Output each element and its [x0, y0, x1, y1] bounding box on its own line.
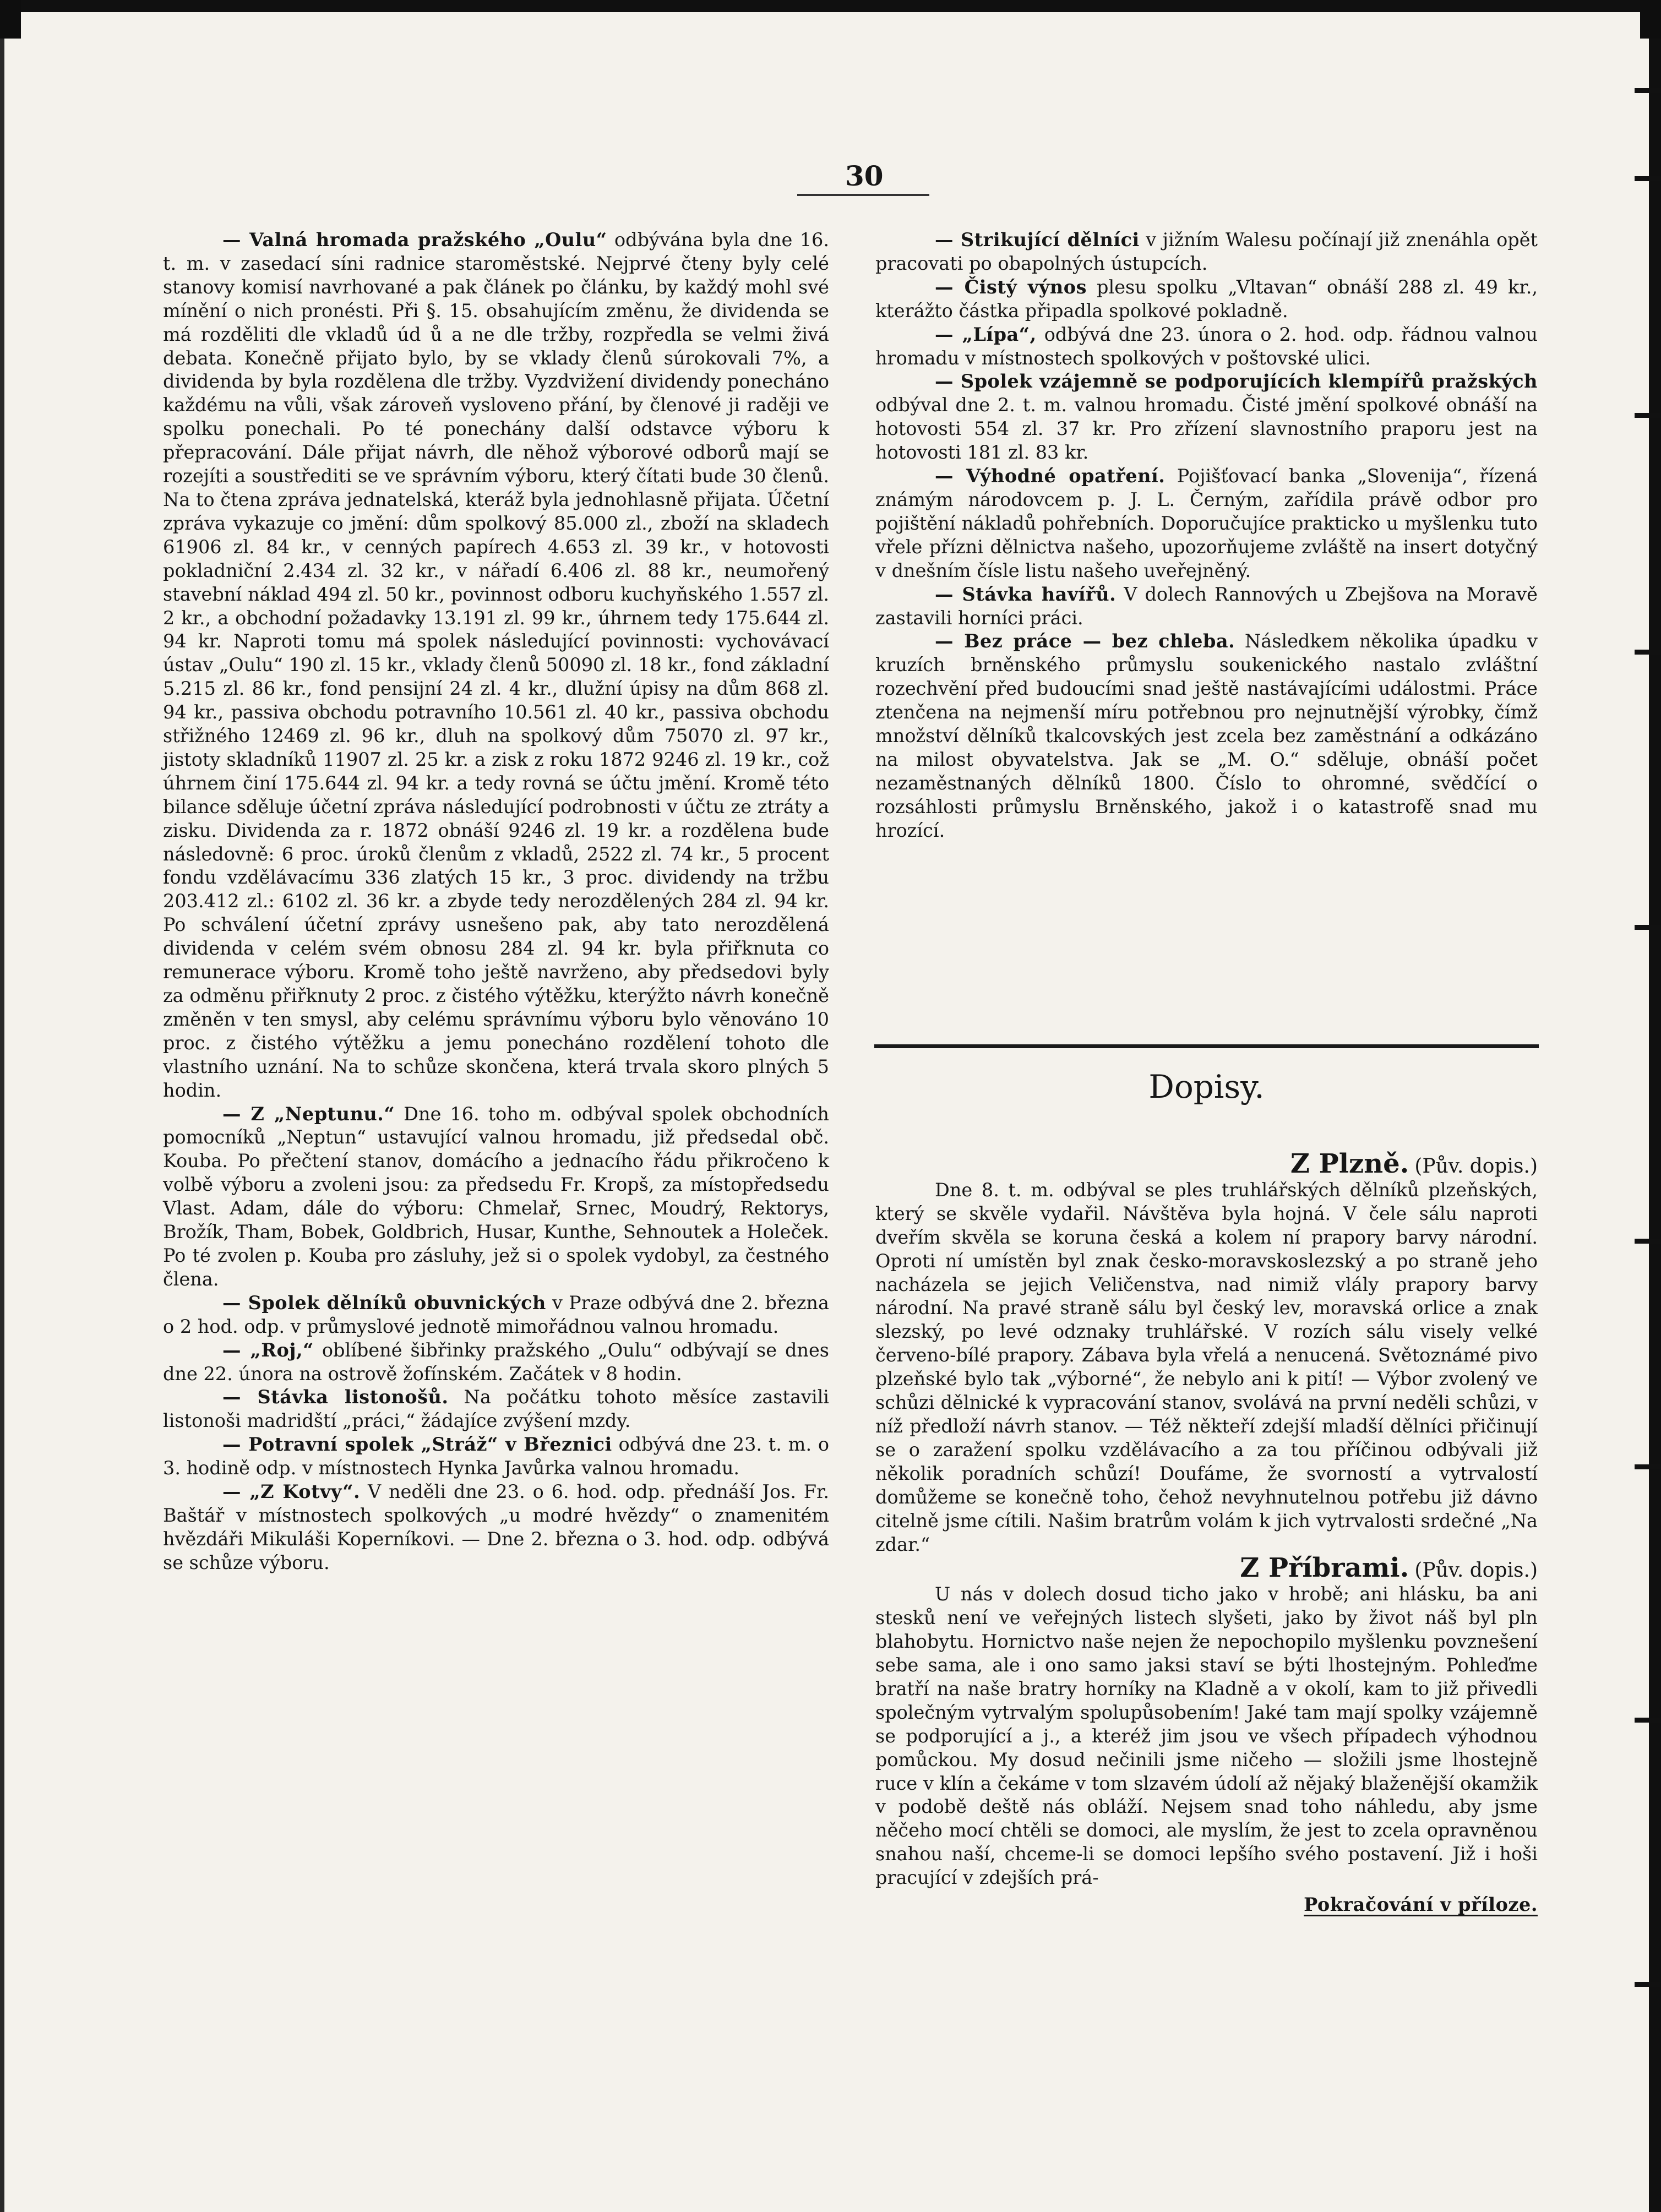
news-item: [163, 1386, 829, 1433]
news-item: [875, 323, 1538, 371]
news-item: [875, 370, 1538, 465]
news-item-text: odbývána byla dne 16. t. m. v zasedací síni radnice staroměstské. Nejprvé čteny byly celé stanovy komisí navrhované a pak článek po článku, by každý mohl své mínění o nich pronésti. Při §. 15. obsahujícím změnu, že dividenda se má rozděliti dle vkladů úd ů a ne dle tržby, rozpředla se velmi živá debata. Konečně přijato bylo, by se vklady členů súrokovali 7%, a dividenda by byla rozdělena dle tržby. Vyzdvižení dividendy ponecháno každému na vůli, však zároveň vysloveno přání, by členové ji raději ve spolku ponechali. Po té ponechány další odstavce výboru k přepracování. Dále přijat návrh, dle něhož výborové odborů mají se rozejíti a soustřediti se ve správním výboru, který čítati bude 30 členů. Na to čtena zpráva jednatelská, kteráž byla jednohlasně přijata. Účetní zpráva vykazuje co jmění: dům spolkový 85.000 zl., zboží na skladech 61906 zl. 84 kr., v cenných papírech 4.653 zl. 39 kr., v hotovosti pokladniční 2.434 zl. 32 kr., v nářadí 6.406 zl. 88 kr., neumořený stavební náklad 494 zl. 50 kr., povinnost odboru kuchyňského 1.557 zl. 2 kr., a obchodní požadavky 13.191 zl. 99 kr., úhrnem tedy 175.644 zl. 94 kr. Naproti tomu má spolek následující povinnosti: vychovávací ústav „Oulu“ 190 zl. 15 kr., vklady členů 50090 zl. 18 kr., fond základní 5.215 zl. 86 kr., fond pensijní 24 zl. 4 kr., dlužní úpisy na dům 868 zl. 94 kr., passiva obchodu potravního 10.561 zl. 40 kr., passiva obchodu střižného 12469 zl. 96 kr., dluh na spolkový dům 75070 zl. 97 kr., jistoty skladníků 11907 zl. 25 kr. a zisk z roku 1872 9246 zl. 19 kr., což úhrnem činí 175.644 zl. 94 kr. a tedy rovná se účtu jmění. Kromě této bilance sděluje účetní zpráva následující podrobnosti v účtu ze ztráty a zisku. Dividenda za r. 1872 obnáší 9246 zl. 19 kr. a rozdělena bude následovně: 6 proc. úroků členům z vkladů, 2522 zl. 74 kr., 5 procent fondu vzdělávacímu 336 zlatých 15 kr., 3 proc. dividendy na tržbu 203.412 zl.: 6102 zl. 36 kr. a zbyde tedy nerozdělených 284 zl. 94 kr. Po schválení účetní zprávy usnešeno pak, aby tato nerozdělená dividenda v celém svém obnosu 284 zl. 94 kr. byla přiřknuta co remunerace výboru. Kromě toho ještě navrženo, aby předsedovi byly za odměnu přiřknuty 2 proc. z čistého výtěžku, kterýžto návrh konečně změněn v ten smysl, aby celému správnímu výboru bylo věnováno 10 proc. z čistého výtěžku a jemu ponecháno rozdělení tohoto dle vlastního uznání. Na to schůze skončena, která trvala skoro plných 5 hodin.: [163, 229, 830, 1101]
scan-edge-tick: [1635, 1982, 1661, 1987]
news-item-text: plesu spolku „Vltavan“ obnáší 288 zl. 49 kr., kterážto částka připadla spolkové pokladně.: [875, 276, 1538, 322]
news-item-text: Následkem několika úpadku v kruzích brněnského průmyslu soukenického nastalo zvláštní rozechvění před budoucími snad ještě nastávajícími událostmi. Práce ztenčena na nejmenší míru potřebnou pro nejnutnější výrobky, čímž množství dělníků tkalcovských jest zcela bez zaměstnání a odkázáno na milost obyvatelstva. Jak se „M. O.“ sděluje, obnáší počet nezaměstnaných dělníků 1800. Číslo to ohromné, svědčící o rozsáhlosti průmyslu Brněnského, jakož i o katastrofě snad mu hrozící.: [875, 630, 1538, 841]
news-item-lead: — Potravní spolek „Stráž“ v Březnici: [222, 1434, 612, 1456]
news-item-lead: — Stávka listonošů.: [222, 1386, 449, 1408]
news-item-lead: — Výhodné opatření.: [935, 465, 1166, 487]
letter-body: U nás v dolech dosud ticho jako v hrobě; ani hlásku, ba ani stesků není ve veřejných listech slyšeti, jako by život náš byl pln blahobytu. Hornictvo naše nejen že nepochopilo myšlenku povznešení sebe sama, ale i ono samo jaksi staví se býti lhostejným. Pohleďme bratří na naše bratry horníky na Kladně a v okolí, kam to již přivedli společným vytrvalým spolupůsobením! Jaké tam mají spolky vzájemně se podporující a j., a kteréž jim jsou ve všech případech výhodnou pomůckou. My dosud nečinili jsme ničeho — složili jsme lhostejně ruce v klín a čekáme v tom slzavém údolí až nějaký blaženější okamžik v podobě deště nás obláží. Nejsem snad toho náhledu, aby jsme něčeho mocí chtěli se domoci, ale myslím, že jest to zcela opravněnou snahou naší, chceme-li se domoci lepšího svého postavení. Již i hoši pracující v zdejších prá-: [875, 1583, 1538, 1889]
letter-heading: [875, 1148, 1538, 1179]
news-item: [163, 1292, 829, 1339]
letter-city: Z Příbrami.: [1240, 1552, 1409, 1584]
news-item-text: V dolech Rannových u Zbejšova na Moravě zastavili horníci práci.: [875, 583, 1538, 629]
news-item-text: odbývá dne 23. února o 2. hod. odp. řádnou valnou hromadu v místnostech spolkových v poštovské ulici.: [875, 323, 1538, 369]
scan-edge-tick: [1635, 88, 1661, 93]
news-item: [163, 1433, 829, 1480]
news-item-lead: — Stávka havířů.: [935, 583, 1117, 605]
news-item-lead: — Valná hromada pražského „Oulu“: [222, 229, 607, 250]
news-item-text: odbýval dne 2. t. m. valnou hromadu. Čisté jmění spolkové obnáší na hotovosti 554 zl. 37 kr. Pro zřízení slavnostního praporu jest na hotovosti 181 zl. 83 kr.: [875, 394, 1538, 464]
scan-edge-tick: [1635, 925, 1661, 930]
scan-edge-tick: [1635, 1718, 1661, 1723]
news-item-lead: — Z „Neptunu.“: [222, 1103, 395, 1125]
scan-edge-tick: [1635, 1239, 1661, 1244]
scan-edge-tick: [1635, 176, 1661, 181]
news-item: [875, 228, 1538, 276]
scan-border-left: [0, 0, 4, 2212]
news-item-text: Dne 16. toho m. odbýval spolek obchodních pomocníků „Neptun“ ustavující valnou hromadu, již předsedal obč. Kouba. Po přečtení stanov, domácího a jednacího řádu přikročeno k volbě výboru a zvoleni jsou: za předsedu Fr. Kropš, za místopředsedu Vlast. Adam, dále do výboru: Chmelař, Srnec, Moudrý, Rektorys, Brožík, Tham, Bobek, Goldbrich, Husar, Kunthe, Sehnoutek a Holeček. Po té zvolen p. Kouba pro zásluhy, jež si o spolek vydobyl, za čestného člena.: [163, 1103, 829, 1290]
header-rule: [797, 194, 929, 196]
news-item-lead: — Spolek dělníků obuvnických: [222, 1292, 546, 1314]
scan-corner-mark: [0, 0, 21, 39]
page-number: 30: [845, 160, 884, 192]
news-item-lead: — „Lípa“,: [935, 323, 1037, 345]
news-item-text: Pojišťovací banka „Slovenija“, řízená známým národovcem p. J. L. Černým, zařídila právě odbor pro pojištění nákladů pohřebních. Doporučujíce prakticko u myšlenku tuto vřele přízni dělnictva našeho, upozorňujeme zvláště na insert dotyčný v dnešním čísle listu našeho uveřejněný.: [875, 465, 1538, 581]
news-item: [163, 1480, 829, 1575]
scan-corner-mark: [1640, 0, 1661, 39]
section-title-dopisy: Dopisy.: [1148, 1068, 1265, 1105]
right-column-letters: [875, 1148, 1538, 1917]
news-item-text: odbývá dne 23. t. m. o 3. hodině odp. v místnostech Hynka Javůrka valnou hromadu.: [163, 1434, 830, 1479]
scan-edge-tick: [1635, 1464, 1661, 1469]
continued-note: [875, 1893, 1538, 1917]
news-item-lead: — Čistý výnos: [935, 276, 1087, 298]
news-item-lead: — Strikující dělníci: [935, 229, 1140, 250]
scan-border-top: [0, 0, 1661, 12]
letter-source: (Pův. dopis.): [1414, 1559, 1538, 1582]
news-item-text: oblíbené šibřinky pražského „Oulu“ odbývají se dnes dne 22. února na ostrově žofínském. Začátek v 8 hodin.: [163, 1339, 830, 1385]
news-item-lead: — „Z Kotvy“.: [222, 1481, 361, 1503]
right-column-news: [875, 228, 1538, 843]
letter-city: Z Plzně.: [1290, 1148, 1409, 1179]
news-item: [875, 276, 1538, 323]
scan-edge-tick: [1635, 413, 1661, 418]
news-item: [875, 630, 1538, 842]
continued-label: Pokračování v příloze.: [1304, 1894, 1538, 1916]
section-divider: [874, 1044, 1539, 1048]
news-item-lead: — Spolek vzájemně se podporujících klempířů pražských: [935, 371, 1538, 393]
news-item: [163, 1339, 829, 1386]
letter-body: Dne 8. t. m. odbýval se ples truhlářských dělníků plzeňských, který se skvěle vydařil. Návštěva byla hojná. V čele sálu naproti dveřím skvěla se koruna česká a kolem ní prapory barvy národní. Oproti ní umístěn byl znak česko-moravskoslezský a po straně jeho nacházela se jejich Veličenstva, nad nimiž vlály prapory barvy národní. Na pravé straně sálu byl český lev, moravská orlice a znak slezský, po levé odznaky truhlářské. V rozích sálu visely velké červeno-bílé prapory. Zábava byla vřelá a nenucená. Světoznámé pivo plzeňské bylo tak „výborné“, že nebylo ani k pití! — Výbor zvolený ve schůzi dělnické k vypracování stanov, svolává na první neděli schůzi, v níž předloží návrh stanov. — Též někteří zdejší mladší dělníci přičinují se o zaražení spolku vzdělávacího a za tou příčinou odbývali již několik poradních schůzí! Doufáme, že svorností a vytrvalostí domůžeme se konečně toho, čehož nevyhnutelnou potřebu již dávno citelně jsme cítili. Našim bratrům volám k jich vytrvalosti srdečné „Na zdar.“: [875, 1179, 1538, 1555]
letter-source: (Pův. dopis.): [1414, 1155, 1538, 1178]
news-item: [875, 465, 1538, 583]
news-item-text: v Praze odbývá dne 2. března o 2 hod. odp. v průmyslové jednotě mimořádnou valnou hromadu.: [163, 1292, 829, 1337]
news-item-text: Na počátku tohoto měsíce zastavili listonoši madridští „práci,“ žádajíce zvýšení mzdy.: [163, 1386, 829, 1432]
news-item-lead: — „Roj,“: [222, 1339, 314, 1361]
news-item-text: V neděli dne 23. o 6. hod. odp. přednáší Jos. Fr. Baštář v místnostech spolkových „u modré hvězdy“ o znamenitém hvězdáři Mikuláši Koperníkovi. — Dne 2. března o 3. hod. odp. odbývá se schůze výboru.: [163, 1481, 829, 1573]
news-item: [875, 583, 1538, 630]
left-column: [163, 228, 829, 1575]
news-item-text: v jižním Walesu počínají již znenáhla opět pracovati po obapolných ústupcích.: [875, 229, 1538, 274]
scan-border-right: [1649, 0, 1661, 2212]
letter-heading: [875, 1552, 1538, 1584]
news-item: [163, 228, 829, 1103]
news-item-lead: — Bez práce — bez chleba.: [935, 630, 1235, 652]
news-item: [163, 1103, 829, 1292]
scan-edge-tick: [1635, 650, 1661, 655]
